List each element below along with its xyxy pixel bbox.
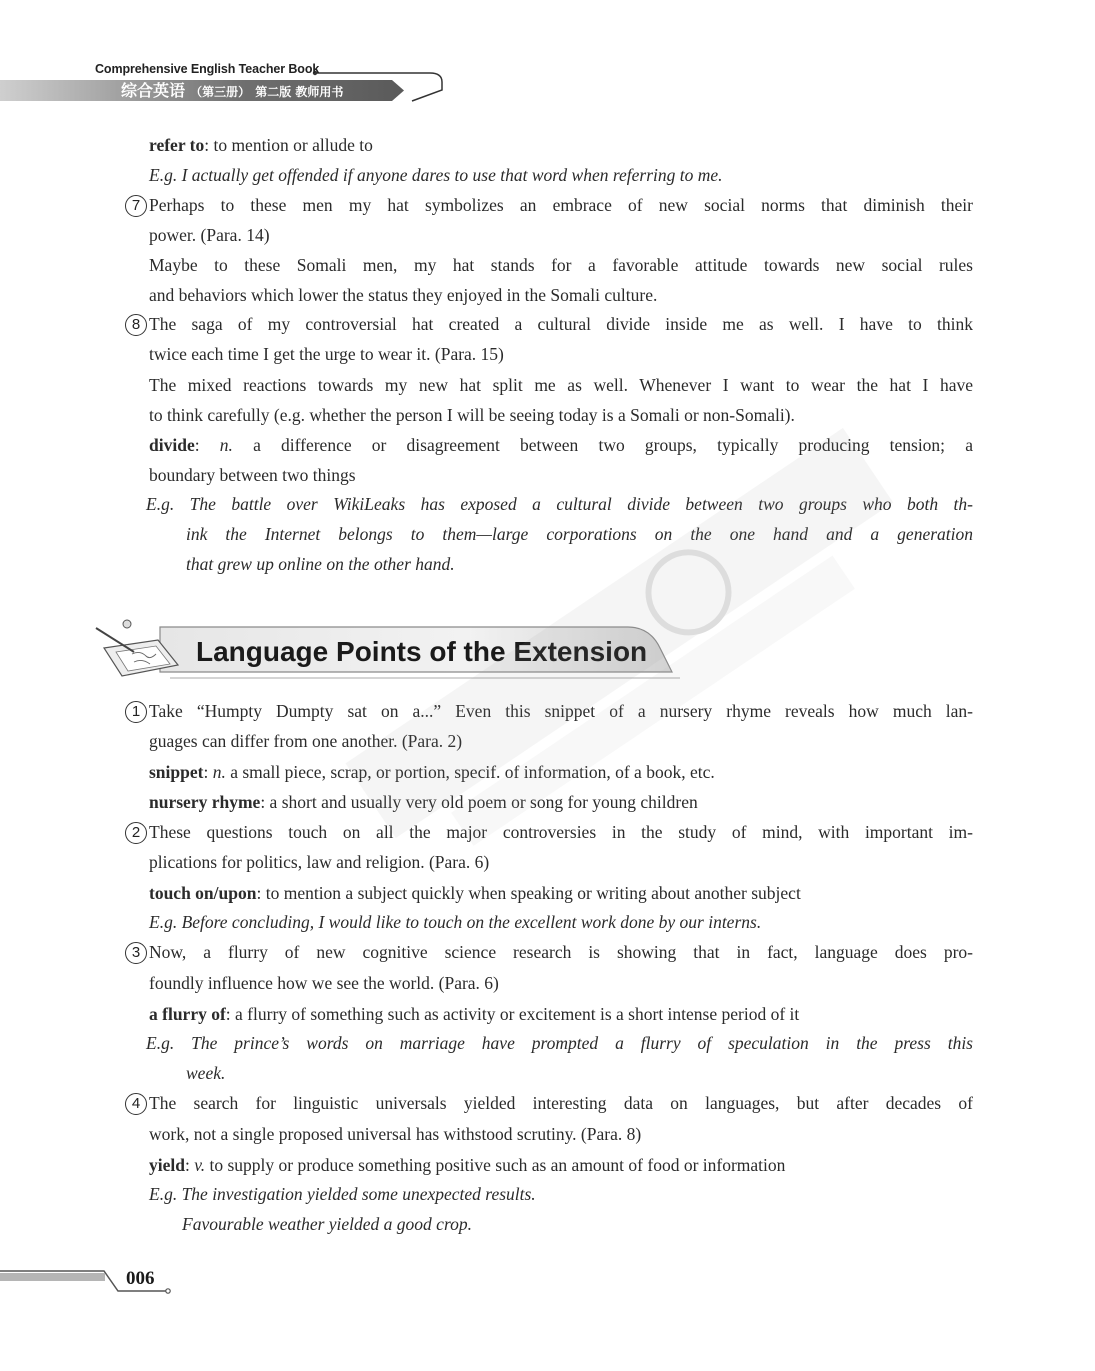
- header-title-en: Comprehensive English Teacher Book: [95, 62, 320, 76]
- line-text: The mixed reactions towards my new hat split me as well. Whenever I want to wear the hat I have: [149, 375, 973, 395]
- item-number: 4: [125, 1093, 147, 1115]
- text-line: [149, 464, 973, 486]
- text-line: [149, 851, 973, 873]
- line-text: work, not a single proposed universal has withstood scrutiny. (Para. 8): [149, 1124, 642, 1144]
- header-cn-volume: （第三册）: [190, 85, 251, 99]
- header-cn-edition: 第二版 教师用书: [255, 85, 344, 99]
- italic-text: n.: [219, 435, 233, 455]
- italic-text: n.: [212, 762, 226, 782]
- text-line: [149, 1092, 973, 1114]
- italic-text: E.g. I actually get offended if anyone dares to use that word when referring to me.: [149, 165, 723, 185]
- text-line: [149, 761, 973, 783]
- line-text: :: [194, 435, 220, 455]
- line-text: Perhaps to these men my hat symbolizes an embrace of new social norms that diminish their: [149, 195, 973, 215]
- text-line: [149, 821, 973, 843]
- text-line: [182, 1213, 1006, 1235]
- text-line: [149, 911, 973, 933]
- italic-text: E.g. The battle over WikiLeaks has exposed a cultural divide between two groups who both th-: [146, 494, 973, 514]
- text-line: [186, 553, 1010, 575]
- item-number: 7: [125, 195, 147, 217]
- line-text: boundary between two things: [149, 465, 356, 485]
- line-text: : to mention a subject quickly when speaking or writing about another subject: [256, 883, 801, 903]
- text-line: [149, 882, 973, 904]
- italic-text: week.: [186, 1063, 226, 1083]
- line-text: foundly influence how we see the world. (Para. 6): [149, 973, 499, 993]
- term: nursery rhyme: [149, 792, 261, 812]
- item-number: 1: [125, 701, 147, 723]
- line-text: plications for politics, law and religion. (Para. 6): [149, 852, 490, 872]
- line-text: Maybe to these Somali men, my hat stands for a favorable attitude towards new social rules: [149, 255, 973, 275]
- text-line: [149, 224, 973, 246]
- text-line: [149, 404, 973, 426]
- line-text: power. (Para. 14): [149, 225, 270, 245]
- line-text: The saga of my controversial hat created a cultural divide inside me as well. I have to think: [149, 314, 973, 334]
- line-text: twice each time I get the urge to wear it. (Para. 15): [149, 344, 504, 364]
- text-line: [149, 730, 973, 752]
- footer-rule: [0, 0, 200, 1300]
- text-line: [149, 134, 973, 156]
- term: refer to: [149, 135, 205, 155]
- term: snippet: [149, 762, 204, 782]
- item-number: 3: [125, 942, 147, 964]
- text-line: [149, 700, 973, 722]
- line-text: The search for linguistic universals yielded interesting data on languages, but after decades of: [149, 1093, 973, 1113]
- text-line: [149, 1123, 973, 1145]
- section-title: Language Points of the Extension: [196, 636, 648, 667]
- term: yield: [149, 1155, 185, 1175]
- italic-text: that grew up online on the other hand.: [186, 554, 455, 574]
- text-line: [149, 284, 973, 306]
- text-line: [149, 941, 973, 963]
- item-number: 8: [125, 314, 147, 336]
- line-text: a difference or disagreement between two groups, typically producing tension; a: [232, 435, 973, 455]
- line-text: to think carefully (e.g. whether the person I will be seeing today is a Somali or non-Somali).: [149, 405, 795, 425]
- line-text: Now, a flurry of new cognitive science research is showing that in fact, language does pro-: [149, 942, 973, 962]
- line-text: These questions touch on all the major controversies in the study of mind, with important im-: [149, 822, 973, 842]
- text-line: [186, 523, 973, 545]
- text-line: [146, 493, 973, 515]
- text-line: [149, 164, 973, 186]
- line-text: Take “Humpty Dumpty sat on a...” Even this snippet of a nursery rhyme reveals how much lan-: [149, 701, 973, 721]
- line-text: a small piece, scrap, or portion, specif. of information, of a book, etc.: [225, 762, 715, 782]
- italic-text: v.: [194, 1155, 206, 1175]
- text-line: [149, 374, 973, 396]
- text-line: [186, 1062, 1010, 1084]
- italic-text: E.g. The prince’s words on marriage have prompted a flurry of speculation in the press this: [146, 1033, 973, 1053]
- header-cn-title: 综合英语: [121, 81, 186, 100]
- italic-text: Favourable weather yielded a good crop.: [182, 1214, 472, 1234]
- text-line: [149, 313, 973, 335]
- italic-text: E.g. The investigation yielded some unexpected results.: [149, 1184, 536, 1204]
- line-text: :: [203, 762, 213, 782]
- line-text: : a short and usually very old poem or song for young children: [260, 792, 698, 812]
- text-line: [149, 1154, 973, 1176]
- text-line: [149, 791, 973, 813]
- line-text: guages can differ from one another. (Para. 2): [149, 731, 463, 751]
- item-number: 2: [125, 822, 147, 844]
- text-line: [149, 194, 973, 216]
- line-text: :: [184, 1155, 195, 1175]
- italic-text: ink the Internet belongs to them—large corporations on the one hand and a generation: [186, 524, 973, 544]
- term: divide: [149, 435, 195, 455]
- term: a flurry of: [149, 1004, 226, 1024]
- line-text: to supply or produce something positive such as an amount of food or information: [205, 1155, 786, 1175]
- italic-text: E.g. Before concluding, I would like to touch on the excellent work done by our interns.: [149, 912, 762, 932]
- text-line: [149, 972, 973, 994]
- text-line: [149, 1183, 973, 1205]
- text-line: [149, 343, 973, 365]
- page-number: 006: [126, 1268, 155, 1289]
- text-line: [149, 1003, 973, 1025]
- term: touch on/upon: [149, 883, 257, 903]
- text-line: [149, 254, 973, 276]
- text-line: [146, 1032, 973, 1054]
- text-line: [149, 434, 973, 456]
- line-text: : to mention or allude to: [204, 135, 373, 155]
- line-text: and behaviors which lower the status they enjoyed in the Somali culture.: [149, 285, 658, 305]
- line-text: : a flurry of something such as activity or excitement is a short intense period of it: [225, 1004, 800, 1024]
